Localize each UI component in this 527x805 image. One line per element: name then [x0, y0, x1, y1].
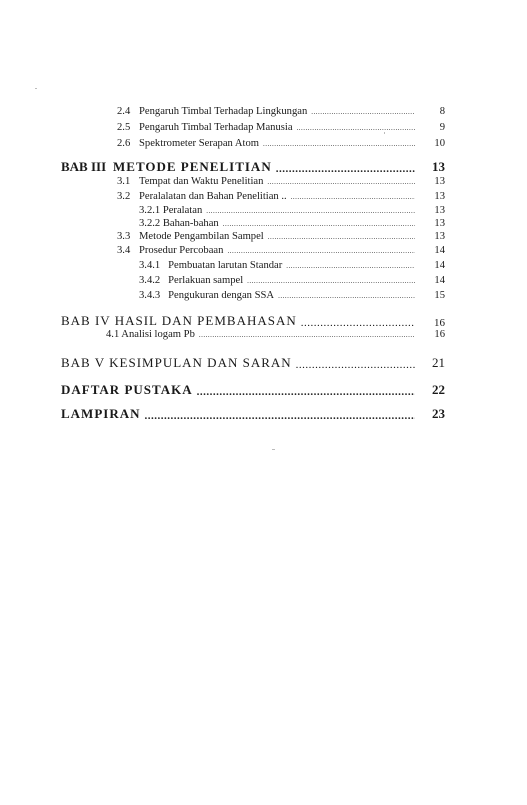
- toc-entry-2-6: [117, 138, 445, 149]
- toc-title: Pengaruh Timbal Terhadap Manusia: [139, 122, 293, 133]
- toc-page: 13: [434, 176, 445, 187]
- toc-page: 13: [434, 231, 445, 242]
- toc-entry-3-2: [117, 191, 445, 202]
- dot-leader: [286, 260, 415, 271]
- dot-leader: [247, 275, 415, 286]
- toc-title: 3.4.2 Perlakuan sampel: [139, 275, 244, 286]
- toc-chapter-title: DAFTAR PUSTAKA: [61, 382, 193, 397]
- toc-chapter-title: LAMPIRAN: [61, 406, 141, 421]
- toc-page: 8: [439, 106, 445, 117]
- toc-entry-3-4-1: [139, 260, 445, 271]
- toc-title: Spektrometer Serapan Atom: [139, 138, 260, 149]
- toc-entry-3-4-2: [139, 275, 445, 286]
- toc-lampiran: [61, 406, 445, 422]
- toc-chapter-title: METODE PENELITIAN: [113, 159, 272, 174]
- toc-page: 14: [434, 260, 445, 271]
- toc-title: Metode Pengambilan Sampel: [139, 231, 264, 242]
- toc-title: Prosedur Percobaan: [139, 245, 224, 256]
- toc-title: 4.1 Analisi logam Pb: [106, 329, 195, 340]
- toc-page: 10: [434, 138, 445, 149]
- dot-leader: [311, 106, 415, 117]
- dot-leader: [227, 245, 415, 256]
- toc-title: 3.4.3 Pengukuran dengan SSA: [139, 290, 275, 301]
- toc-title: 3.4.1 Pembuatan larutan Standar: [139, 260, 283, 271]
- toc-number: 3.1: [117, 176, 131, 187]
- toc-number: 2.5: [117, 122, 131, 133]
- toc-chapter-bab-3: [61, 159, 445, 175]
- toc-page: 13: [434, 191, 445, 202]
- dot-leader: [278, 290, 415, 301]
- toc-daftar-pustaka: [61, 382, 445, 398]
- dot-leader: [296, 358, 415, 371]
- toc-chapter-bab-5: [61, 355, 445, 371]
- toc-page: 14: [434, 275, 445, 286]
- toc-page: 16: [434, 317, 445, 329]
- toc-entry-3-2-1: [139, 205, 445, 216]
- toc-entry-4-1: [106, 329, 445, 340]
- dot-leader: [276, 162, 415, 175]
- toc-page: 21: [432, 355, 445, 370]
- dot-leader: [199, 329, 415, 340]
- toc-entry-3-4-3: [139, 290, 445, 301]
- toc-page: 14: [434, 245, 445, 256]
- scan-speck: [35, 88, 37, 89]
- toc-page: 9: [439, 122, 445, 133]
- toc-chapter-bab-4: [61, 313, 445, 329]
- toc-page: 13: [434, 218, 445, 229]
- dot-leader: [145, 409, 416, 422]
- scan-speck: [272, 449, 275, 450]
- toc-entry-2-5: [117, 122, 445, 133]
- toc-page: 16: [434, 329, 445, 340]
- toc-entry-3-1: [117, 176, 445, 187]
- toc-chapter-title: BAB V KESIMPULAN DAN SARAN: [61, 355, 292, 370]
- dot-leader: [267, 176, 415, 187]
- toc-page: 23: [432, 406, 445, 421]
- toc-title: Tempat dan Waktu Penelitian: [139, 176, 264, 187]
- toc-chapter-title: BAB IV HASIL DAN PEMBAHASAN: [61, 313, 297, 328]
- toc-number: 3.2: [117, 191, 131, 202]
- dot-leader: [223, 218, 415, 229]
- dot-leader: [268, 231, 415, 242]
- toc-number: 3.4: [117, 245, 131, 256]
- dot-leader: [206, 205, 415, 216]
- toc-entry-3-2-2: [139, 218, 445, 229]
- toc-title: 3.2.1 Peralatan: [139, 205, 203, 216]
- toc-page: 13: [432, 159, 445, 174]
- toc-number: 2.4: [117, 106, 131, 117]
- dot-leader: [197, 385, 415, 398]
- toc-page: 13: [434, 205, 445, 216]
- toc-number: 2.6: [117, 138, 131, 149]
- toc-page: 15: [434, 290, 445, 301]
- toc-title: Peralalatan dan Bahan Penelitian ..: [139, 191, 287, 202]
- dot-leader: [263, 138, 415, 149]
- toc-entry-3-4: [117, 245, 445, 256]
- toc-title: 3.2.2 Bahan-bahan: [139, 218, 219, 229]
- dot-leader: [291, 191, 415, 202]
- toc-title: Pengaruh Timbal Terhadap Lingkungan: [139, 106, 308, 117]
- toc-entry-3-3: [117, 231, 445, 242]
- dot-leader: [301, 316, 415, 329]
- toc-number: 3.3: [117, 231, 131, 242]
- scan-speck: [384, 132, 385, 134]
- toc-page: 22: [432, 382, 445, 397]
- dot-leader: [297, 122, 415, 133]
- toc-chapter-number: BAB III: [61, 159, 107, 174]
- toc-entry-2-4: [117, 106, 445, 117]
